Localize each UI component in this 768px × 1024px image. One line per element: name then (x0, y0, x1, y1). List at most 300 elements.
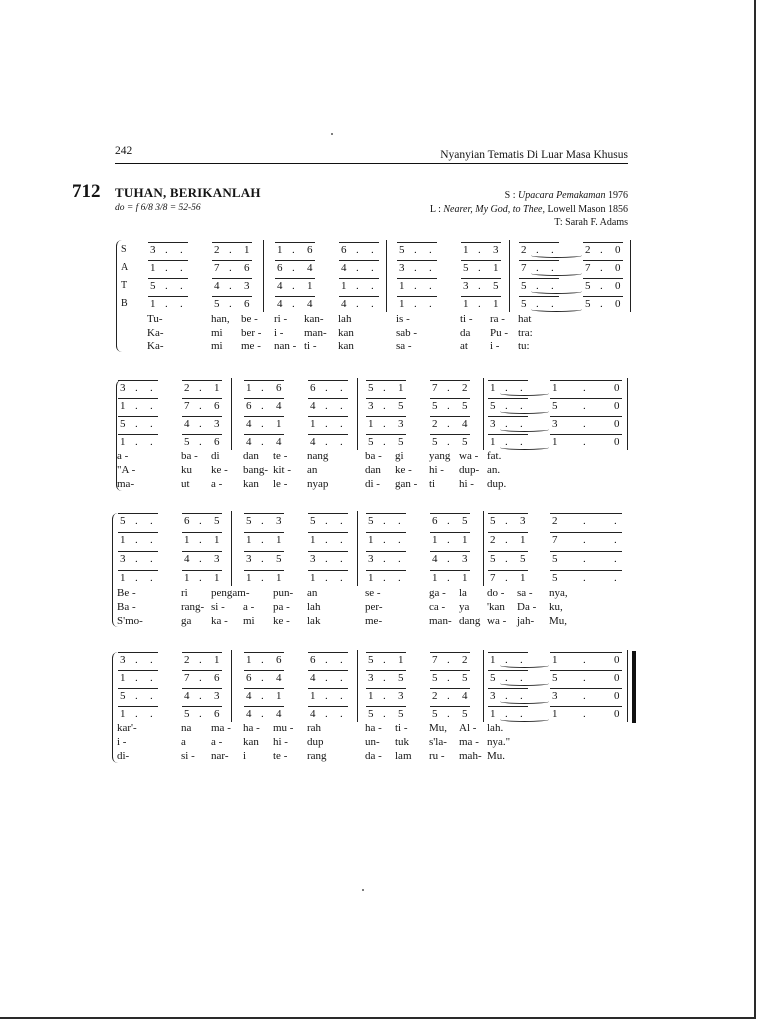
lyric-syllable: ga (181, 615, 192, 627)
group-line (461, 242, 501, 243)
note-s: . (447, 515, 450, 527)
note-s: . (135, 515, 138, 527)
note-b: . (520, 708, 523, 720)
lyric-syllable: Al - (459, 722, 477, 734)
group-line (583, 260, 623, 261)
note-t: . (447, 553, 450, 565)
note-b: . (150, 708, 153, 720)
lyric-syllable: i - (490, 340, 500, 352)
note-a: . (383, 400, 386, 412)
note-b: . (505, 708, 508, 720)
group-line (308, 513, 348, 514)
note-a: 5 (398, 400, 404, 412)
lyric-syllable: a - (243, 601, 255, 613)
group-line (244, 380, 284, 381)
group-line (339, 242, 379, 243)
note-b: 1 (246, 572, 252, 584)
note-b: 1 (120, 708, 126, 720)
note-b: . (292, 298, 295, 310)
note-a: 4 (307, 262, 313, 274)
group-line (118, 532, 158, 533)
group-line (366, 416, 406, 417)
note-a: . (447, 672, 450, 684)
source-title: Upacara Pemakaman (518, 190, 606, 201)
note-a: 7 (585, 262, 591, 274)
group-line (519, 296, 559, 297)
note-t: 5 (490, 553, 496, 565)
lyric-syllable: kan- (304, 313, 324, 325)
note-a: . (165, 262, 168, 274)
note-a: 1 (276, 534, 282, 546)
note-t: 3 (462, 553, 468, 565)
note-t: 3 (552, 418, 558, 430)
tune-title: Nearer, My God, to Thee, (443, 203, 545, 215)
note-t: 1 (341, 280, 347, 292)
note-b: . (447, 436, 450, 448)
note-t: 5 (120, 690, 126, 702)
note-a: 5 (432, 672, 438, 684)
note-a: 1 (120, 672, 126, 684)
tie-arc (500, 699, 549, 704)
note-s: . (199, 654, 202, 666)
note-t: . (325, 553, 328, 565)
lyric-syllable: pun- (273, 587, 294, 599)
group-line (244, 706, 284, 707)
group-line (366, 551, 406, 552)
lyric-syllable: hi - (429, 464, 444, 476)
note-s: 2 (462, 654, 468, 666)
note-b: 5 (585, 298, 591, 310)
note-a: 1 (246, 534, 252, 546)
group-line (118, 570, 158, 571)
note-t: . (180, 280, 183, 292)
lyric-syllable: sab - (396, 327, 418, 339)
note-a: 0 (615, 262, 621, 274)
lyric-syllable: man- (429, 615, 452, 627)
note-t: 1 (368, 418, 374, 430)
note-s: . (600, 244, 603, 256)
note-b: . (150, 436, 153, 448)
note-s: . (356, 244, 359, 256)
note-b: 4 (277, 298, 283, 310)
group-line (488, 532, 528, 533)
note-a: 1 (120, 400, 126, 412)
group-line (308, 570, 348, 571)
note-a: . (135, 534, 138, 546)
lyric-syllable: kit - (273, 464, 292, 476)
note-s: 1 (552, 382, 558, 394)
note-s: 3 (120, 654, 126, 666)
group-line (583, 242, 623, 243)
note-a: . (340, 400, 343, 412)
note-b: . (478, 298, 481, 310)
lyric-syllable: me - (241, 340, 261, 352)
note-t: . (505, 690, 508, 702)
note-b: 4 (276, 708, 282, 720)
note-t: 2 (432, 690, 438, 702)
lyric-syllable: si - (181, 750, 195, 762)
group-line (397, 278, 437, 279)
group-line (488, 652, 528, 653)
note-t: . (383, 690, 386, 702)
lyric-syllable: Ba - (117, 601, 136, 613)
group-line (244, 670, 284, 671)
barline (231, 511, 232, 586)
note-s: 5 (368, 382, 374, 394)
tie-arc (500, 409, 549, 414)
lyric-syllable: tra: (518, 327, 533, 339)
note-t: 4 (184, 418, 190, 430)
scan-speck (331, 133, 333, 135)
lyric-syllable: mi (211, 327, 223, 339)
note-a: . (520, 400, 523, 412)
note-b: . (199, 708, 202, 720)
note-s: 0 (615, 244, 621, 256)
note-s: 7 (432, 382, 438, 394)
note-a: . (356, 262, 359, 274)
lyric-syllable: Mu, (549, 615, 568, 627)
group-line (550, 380, 622, 381)
lyric-syllable: jah- (517, 615, 535, 627)
note-t: . (356, 280, 359, 292)
lyric-syllable: a - (211, 478, 223, 490)
note-t: 4 (432, 553, 438, 565)
lyric-syllable: per- (365, 601, 383, 613)
lyric-syllable: be - (241, 313, 258, 325)
note-a: . (292, 262, 295, 274)
note-t: . (447, 690, 450, 702)
text-credit: T: Sarah F. Adams (554, 217, 628, 228)
group-line (244, 652, 284, 653)
tie-arc (500, 663, 549, 668)
group-line (366, 652, 406, 653)
voice-label-b: B (121, 298, 128, 309)
group-line (488, 416, 528, 417)
group-line (488, 398, 528, 399)
group-line (397, 260, 437, 261)
group-line (461, 278, 501, 279)
note-a: 1 (120, 534, 126, 546)
note-a: . (383, 672, 386, 684)
note-s: . (505, 515, 508, 527)
note-b: . (199, 572, 202, 584)
group-line (550, 688, 622, 689)
note-a: . (505, 672, 508, 684)
group-line (182, 416, 222, 417)
note-s: 1 (398, 654, 404, 666)
note-a: . (447, 534, 450, 546)
note-b: 1 (368, 572, 374, 584)
note-t: . (135, 553, 138, 565)
lyric-syllable: Mu, (429, 722, 448, 734)
lyric-syllable: di (211, 450, 220, 462)
note-t: . (583, 553, 586, 565)
source-year: 1976 (608, 190, 628, 201)
lyric-syllable: rah (307, 722, 322, 734)
note-s: . (180, 244, 183, 256)
barline (357, 650, 358, 722)
group-line (182, 532, 222, 533)
note-t: 3 (490, 418, 496, 430)
note-t: 4 (462, 690, 468, 702)
note-b: . (261, 436, 264, 448)
note-t: 5 (521, 280, 527, 292)
note-s: 2 (184, 382, 190, 394)
lyric-syllable: lah. (487, 722, 504, 734)
note-t: . (135, 690, 138, 702)
note-s: 6 (310, 654, 316, 666)
note-a: 5 (462, 672, 468, 684)
lyric-syllable: Pu - (490, 327, 509, 339)
lyric-syllable: S'mo- (117, 615, 143, 627)
tie-arc (500, 445, 549, 450)
note-b: 1 (493, 298, 499, 310)
note-b: 1 (520, 572, 526, 584)
note-b: . (429, 298, 432, 310)
lyric-syllable: un- (365, 736, 380, 748)
note-b: . (520, 436, 523, 448)
note-s: . (150, 382, 153, 394)
lyric-syllable: an (307, 587, 318, 599)
note-a: 0 (614, 672, 620, 684)
group-line (212, 260, 252, 261)
note-a: 5 (463, 262, 469, 274)
group-line (308, 706, 348, 707)
group-line (182, 570, 222, 571)
tie-arc (500, 717, 549, 722)
lyric-syllable: an (307, 464, 318, 476)
group-line (430, 706, 470, 707)
barline (386, 240, 387, 312)
tie-arc (500, 391, 549, 396)
group-line (366, 513, 406, 514)
lyric-syllable: kan (338, 327, 354, 339)
lyric-syllable: si - (211, 601, 225, 613)
lyric-syllable: "A - (117, 464, 136, 476)
note-s: . (229, 244, 232, 256)
barline (483, 378, 484, 450)
note-s: . (199, 515, 202, 527)
note-a: . (505, 534, 508, 546)
note-s: 3 (520, 515, 526, 527)
note-s: 5 (368, 515, 374, 527)
note-t: 1 (368, 690, 374, 702)
note-s: . (165, 244, 168, 256)
note-t: 3 (246, 553, 252, 565)
note-b: 1 (120, 572, 126, 584)
note-t: 1 (276, 690, 282, 702)
tie-arc (531, 253, 582, 258)
note-t: 5 (552, 553, 558, 565)
lyric-syllable: ru - (429, 750, 445, 762)
note-t: 1 (399, 280, 405, 292)
note-b: 5 (521, 298, 527, 310)
group-line (430, 398, 470, 399)
note-s: . (292, 244, 295, 256)
lyric-syllable: ra - (490, 313, 505, 325)
group-line (550, 398, 622, 399)
note-t: . (340, 418, 343, 430)
note-a: 1 (493, 262, 499, 274)
note-s: 6 (276, 382, 282, 394)
note-s: . (199, 382, 202, 394)
note-b: 0 (614, 436, 620, 448)
note-a: 5 (432, 400, 438, 412)
lyric-syllable: Ka- (147, 340, 164, 352)
note-b: 4 (310, 436, 316, 448)
note-s: . (340, 654, 343, 666)
note-a: . (150, 534, 153, 546)
note-s: 2 (521, 244, 527, 256)
tie-arc (531, 271, 582, 276)
note-a: 6 (277, 262, 283, 274)
note-s: . (429, 244, 432, 256)
group-line (488, 551, 528, 552)
group-line (118, 688, 158, 689)
group-line (430, 380, 470, 381)
group-line (148, 260, 188, 261)
barline (357, 378, 358, 450)
lyric-syllable: lah (338, 313, 352, 325)
note-b: 1 (399, 298, 405, 310)
note-a: . (614, 534, 617, 546)
note-b: . (165, 298, 168, 310)
group-line (244, 434, 284, 435)
note-s: 5 (246, 515, 252, 527)
note-b: . (135, 436, 138, 448)
barline (231, 378, 232, 450)
note-a: . (325, 534, 328, 546)
note-a: . (383, 534, 386, 546)
lyric-syllable: wa - (459, 450, 479, 462)
lyric-syllable: hi - (273, 736, 288, 748)
note-a: 5 (552, 672, 558, 684)
lyric-syllable: is - (396, 313, 410, 325)
lyric-syllable: dang (459, 615, 481, 627)
note-t: 1 (310, 418, 316, 430)
lyric-syllable: ti - (304, 340, 317, 352)
group-line (212, 278, 252, 279)
note-t: 4 (214, 280, 220, 292)
note-a: . (199, 400, 202, 412)
note-t: 1 (276, 418, 282, 430)
note-s: . (447, 382, 450, 394)
note-b: . (261, 708, 264, 720)
note-t: . (614, 553, 617, 565)
note-a: 4 (276, 400, 282, 412)
note-t: 0 (615, 280, 621, 292)
note-s: . (135, 382, 138, 394)
group-line (430, 652, 470, 653)
lyric-syllable: an. (487, 464, 501, 476)
group-line (366, 434, 406, 435)
note-s: 1 (490, 654, 496, 666)
group-line (430, 532, 470, 533)
group-line (182, 513, 222, 514)
note-a: . (478, 262, 481, 274)
note-a: . (135, 400, 138, 412)
lyric-syllable: ba - (365, 450, 382, 462)
note-t: . (429, 280, 432, 292)
note-s: 5 (490, 515, 496, 527)
note-t: . (150, 553, 153, 565)
note-t: 3 (398, 418, 404, 430)
note-a: 6 (214, 672, 220, 684)
group-line (339, 260, 379, 261)
lyric-syllable: te - (273, 750, 288, 762)
note-a: 3 (368, 400, 374, 412)
note-a: 5 (462, 400, 468, 412)
lyric-syllable: Ka- (147, 327, 164, 339)
hymn-title: TUHAN, BERIKANLAH (115, 185, 261, 200)
note-s: 6 (307, 244, 313, 256)
note-t: 1 (307, 280, 313, 292)
note-b: 5 (432, 436, 438, 448)
note-s: . (135, 654, 138, 666)
group-line (430, 688, 470, 689)
note-a: . (340, 672, 343, 684)
group-line (550, 670, 622, 671)
group-line (275, 260, 315, 261)
note-b: . (325, 436, 328, 448)
key-tempo: do = f 6/8 3/8 = 52-56 (115, 203, 201, 213)
group-line (366, 398, 406, 399)
note-t: . (383, 418, 386, 430)
group-line (430, 551, 470, 552)
group-line (430, 570, 470, 571)
tie-arc (531, 307, 582, 312)
lyric-syllable: tu: (518, 340, 530, 352)
note-t: . (261, 418, 264, 430)
group-line (488, 434, 528, 435)
note-t: 3 (463, 280, 469, 292)
note-b: . (229, 298, 232, 310)
note-a: 1 (368, 534, 374, 546)
group-line (275, 242, 315, 243)
lyric-syllable: se - (365, 587, 381, 599)
note-s: 3 (150, 244, 156, 256)
note-a: 6 (244, 262, 250, 274)
lyric-syllable: sa - (396, 340, 412, 352)
group-line (550, 570, 622, 571)
note-a: 4 (276, 672, 282, 684)
note-a: . (520, 672, 523, 684)
note-s: 0 (614, 382, 620, 394)
note-a: . (261, 534, 264, 546)
note-b: . (505, 572, 508, 584)
lyric-syllable: mu - (273, 722, 294, 734)
note-s: . (340, 515, 343, 527)
note-b: 0 (615, 298, 621, 310)
lyric-syllable: di - (365, 478, 380, 490)
note-s: . (325, 654, 328, 666)
note-b: . (536, 298, 539, 310)
note-b: 5 (398, 436, 404, 448)
lyric-syllable: nar- (211, 750, 229, 762)
lyric-syllable: bang- (243, 464, 269, 476)
note-b: 1 (462, 572, 468, 584)
group-line (550, 434, 622, 435)
note-a: 1 (462, 534, 468, 546)
note-s: 1 (552, 654, 558, 666)
lyric-syllable: pengam- (211, 587, 250, 599)
note-a: 1 (214, 534, 220, 546)
note-b: . (180, 298, 183, 310)
group-line (182, 551, 222, 552)
lyric-syllable: pa - (273, 601, 290, 613)
group-line (583, 296, 623, 297)
note-b: 1 (490, 436, 496, 448)
